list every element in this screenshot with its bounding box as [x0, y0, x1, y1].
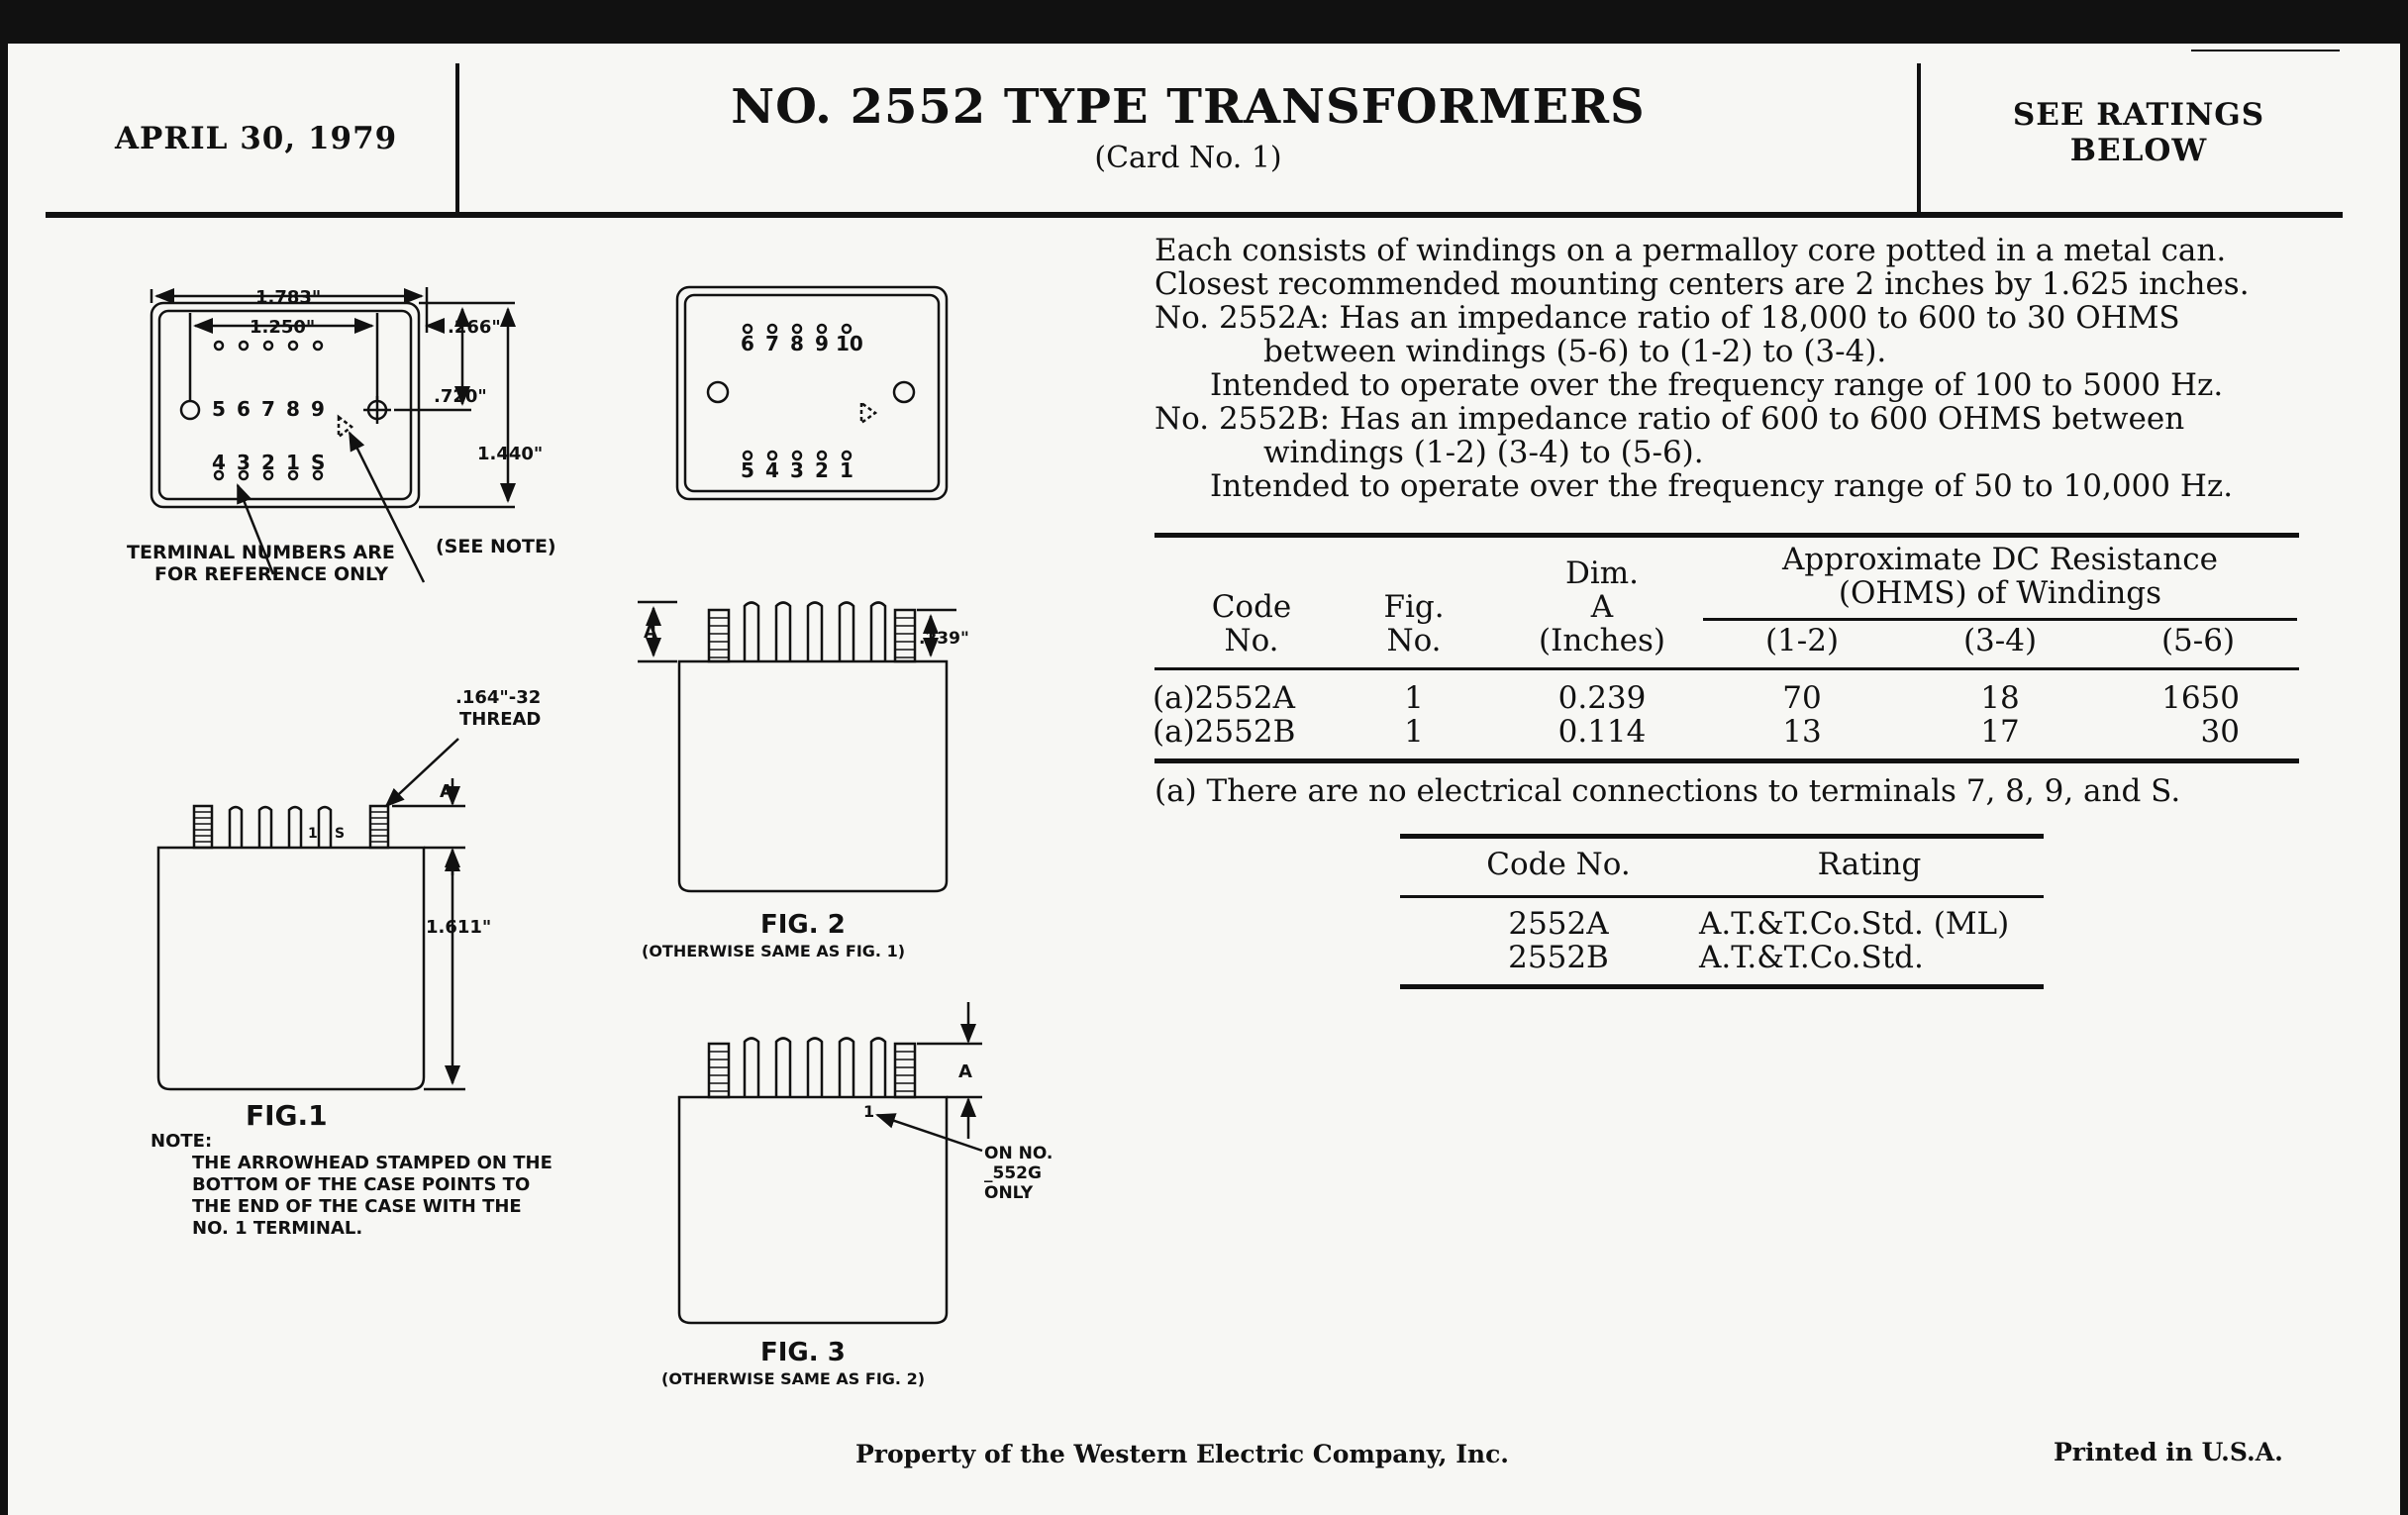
- table-row-2-r34: 17: [1980, 714, 2020, 750]
- ratings-note: [1921, 97, 2357, 168]
- fig2-subcaption: (OTHERWISE SAME AS FIG. 1): [642, 942, 906, 960]
- fig2-term-7: 7: [765, 332, 779, 355]
- fig1-side-body: [158, 848, 424, 1089]
- fig1-stud-threads: [370, 812, 388, 842]
- fig2-term-4: 4: [765, 458, 779, 482]
- note-line-3: THE END OF THE CASE WITH THE: [192, 1196, 522, 1217]
- desc-line-1: Each consists of windings on a permalloy core potted in a metal can.: [1154, 233, 2227, 268]
- fig2-pin: [776, 603, 790, 662]
- desc-line-8: Intended to operate over the frequency range of 50 to 10,000 Hz.: [1210, 468, 2234, 504]
- fig3-pin: [840, 1039, 853, 1098]
- fig1-thread-label-1: .164"-32: [455, 687, 542, 708]
- fig2-term-5: 5: [741, 458, 754, 482]
- col-code-head-2: No.: [1224, 623, 1279, 658]
- terminal-note-line-2: FOR REFERENCE ONLY: [154, 563, 388, 585]
- col-dim-head-3: (Inches): [1539, 623, 1665, 658]
- fig2-term-6: 6: [741, 332, 754, 355]
- note-line-1: THE ARROWHEAD STAMPED ON THE: [192, 1153, 552, 1173]
- ratings-line-1: SEE RATINGS: [2012, 97, 2265, 133]
- fig1-term-dot: [314, 342, 322, 350]
- fig2-term-8: 8: [790, 332, 804, 355]
- note-line-2: BOTTOM OF THE CASE POINTS TO: [192, 1174, 531, 1195]
- table-row-1-r56: 1650: [2161, 680, 2240, 716]
- fig2-mount-hole-right: [894, 382, 914, 402]
- fig1-term-dot: [264, 342, 272, 350]
- rating-row-2-code: 2552B: [1508, 940, 1609, 975]
- rating-head-rule: [1400, 895, 2044, 898]
- col-dim-head-1: Dim.: [1564, 556, 1640, 591]
- rating-top-rule: [1400, 834, 2044, 839]
- fig1-dim-1611-label: 1.611": [426, 917, 492, 938]
- fig1-pin: [230, 807, 242, 848]
- fig3-callout-1: ON NO.: [984, 1144, 1054, 1163]
- fig3-pin: [808, 1039, 822, 1098]
- col-fig-head-2: No.: [1386, 623, 1442, 658]
- fig1-side-term-s: S: [335, 826, 346, 842]
- group-head-1: Approximate DC Resistance: [1782, 542, 2218, 577]
- fig1-term-1: 1: [286, 451, 300, 474]
- sub-head-3: (5-6): [2160, 623, 2236, 658]
- fig2-top-view: [677, 287, 947, 499]
- fig1-term-4: 4: [212, 451, 226, 474]
- ratings-line-2: BELOW: [2069, 133, 2208, 168]
- fig3-pin: [745, 1039, 758, 1098]
- desc-line-6: No. 2552B: Has an impedance ratio of 600 to 600 OHMS between: [1154, 401, 2185, 437]
- desc-line-3: No. 2552A: Has an impedance ratio of 18,000 to 600 to 30 OHMS: [1154, 300, 2180, 336]
- drawings: [8, 44, 1147, 1430]
- fig2-term-9: 9: [815, 332, 829, 355]
- date-label: APRIL 30, 1979: [115, 121, 398, 156]
- fig1-dim-1783-label: 1.783": [255, 287, 322, 308]
- fig2-pin: [840, 603, 853, 662]
- fig2-dim-a-label: A: [644, 622, 657, 643]
- col-dim-head-2: A: [1590, 589, 1614, 625]
- terminal-note-line-1: TERMINAL NUMBERS ARE: [127, 542, 395, 563]
- corner-rule: [2191, 50, 2340, 51]
- table-footnote: (a) There are no electrical connections to terminals 7, 8, 9, and S.: [1154, 773, 2181, 809]
- fig2-pin: [808, 603, 822, 662]
- fig2-stud-threads: [895, 618, 915, 657]
- fig2-pin: [745, 603, 758, 662]
- fig1-thread-label-2: THREAD: [459, 709, 542, 730]
- fig1-dim-720-label: .720": [434, 386, 487, 407]
- sub-head-1: (1-2): [1764, 623, 1840, 658]
- group-head-2: (OHMS) of Windings: [1838, 575, 2162, 611]
- fig2-term-3: 3: [790, 458, 804, 482]
- fig2-term-1: 1: [840, 458, 853, 482]
- page-title: NO. 2552 TYPE TRANSFORMERS: [731, 79, 1646, 135]
- col-code-head-1: Code: [1211, 589, 1292, 625]
- note-line-4: NO. 1 TERMINAL.: [192, 1218, 363, 1239]
- fig1-pin: [289, 807, 301, 848]
- fig3-side-body: [679, 1097, 947, 1323]
- fig1-stud-threads: [194, 812, 212, 842]
- fig2-stud-threads: [709, 618, 729, 657]
- fig1-term-s: S: [311, 451, 326, 474]
- fig3-caption: FIG. 3: [760, 1338, 846, 1367]
- rating-row-1-rating: A.T.&T.Co.Std. (ML): [1699, 906, 2010, 942]
- fig1-term-6: 6: [237, 397, 251, 421]
- rating-bottom-rule: [1400, 984, 2044, 989]
- page-subtitle: (Card No. 1): [1094, 141, 1282, 175]
- fig2-pin: [871, 603, 885, 662]
- fig2-side-body: [679, 661, 947, 891]
- fig1-side-view: [158, 739, 465, 1089]
- data-card: [8, 44, 2400, 1515]
- fig1-side-term-1: 1: [308, 826, 318, 842]
- fig1-mount-hole-left: [181, 401, 199, 419]
- table-row-2-fig: 1: [1404, 714, 1424, 750]
- fig3-stud-threads: [895, 1052, 915, 1091]
- fig3-pin: [871, 1039, 885, 1098]
- fig1-dim-a-label: A: [440, 781, 453, 802]
- rating-col-code: Code No.: [1486, 847, 1631, 882]
- fig2-case-outer: [677, 287, 947, 499]
- fig1-term-5: 5: [212, 397, 226, 421]
- fig3-side-view: [679, 1002, 982, 1323]
- fig1-term-dot: [289, 342, 297, 350]
- table-row-1-code: (a)2552A: [1153, 680, 1295, 716]
- table-bottom-rule: [1154, 758, 2299, 763]
- fig1-term-7: 7: [261, 397, 275, 421]
- table-top-rule: [1154, 533, 2299, 538]
- fig1-term-dot: [215, 342, 223, 350]
- table-row-2-dim: 0.114: [1557, 714, 1647, 750]
- table-row-1-fig: 1: [1404, 680, 1424, 716]
- desc-line-2: Closest recommended mounting centers are 2 inches by 1.625 inches.: [1154, 266, 2250, 302]
- fig3-dim-a-label: A: [958, 1061, 972, 1082]
- footer-printed: Printed in U.S.A.: [2054, 1438, 2283, 1466]
- table-row-2-r12: 13: [1782, 714, 1822, 750]
- group-rule: [1703, 618, 2297, 621]
- fig3-callout-leader: [877, 1115, 982, 1151]
- rating-row-2-rating: A.T.&T.Co.Std.: [1699, 940, 1924, 975]
- table-row-1-dim: 0.239: [1557, 680, 1647, 716]
- fig3-pin: [776, 1039, 790, 1098]
- table-row-1-r34: 18: [1980, 680, 2020, 716]
- fig1-term-9: 9: [311, 397, 325, 421]
- note-label: NOTE:: [150, 1131, 213, 1152]
- fig3-term-1: 1: [863, 1102, 875, 1121]
- table-row-1-r12: 70: [1782, 680, 1822, 716]
- fig2-case-inner: [685, 295, 939, 491]
- desc-line-4: between windings (5-6) to (1-2) to (3-4).: [1263, 334, 1887, 369]
- desc-line-5: Intended to operate over the frequency range of 100 to 5000 Hz.: [1210, 367, 2224, 403]
- footer-property: Property of the Western Electric Company, Inc.: [855, 1440, 1510, 1468]
- fig2-arrowhead-mark: [861, 403, 875, 423]
- desc-line-7: windings (1-2) (3-4) to (5-6).: [1263, 435, 1704, 470]
- fig3-stud-threads: [709, 1052, 729, 1091]
- fig1-pin: [319, 807, 331, 848]
- fig1-term-8: 8: [286, 397, 300, 421]
- fig2-term-10: 10: [836, 332, 863, 355]
- rating-row-1-code: 2552A: [1508, 906, 1609, 942]
- fig3-subcaption: (OTHERWISE SAME AS FIG. 2): [661, 1369, 926, 1388]
- fig3-callout-3: ONLY: [984, 1183, 1034, 1203]
- fig1-dim-266-label: .266": [448, 317, 501, 338]
- sub-head-2: (3-4): [1962, 623, 2038, 658]
- fig1-caption: FIG.1: [246, 1099, 328, 1132]
- fig2-term-2: 2: [815, 458, 829, 482]
- fig1-term-3: 3: [237, 451, 251, 474]
- fig1-pin: [259, 807, 271, 848]
- fig1-term-2: 2: [261, 451, 275, 474]
- fig2-caption: FIG. 2: [760, 910, 846, 940]
- rating-col-rating: Rating: [1817, 847, 1922, 882]
- table-row-2-code: (a)2552B: [1153, 714, 1296, 750]
- fig1-dim-1250-label: 1.250": [250, 317, 316, 338]
- fig2-side-view: [638, 602, 956, 891]
- fig1-term-dot: [240, 342, 248, 350]
- col-fig-head-1: Fig.: [1383, 589, 1445, 625]
- fig2-dim-239-label: .239": [919, 629, 969, 649]
- table-row-2-r56: 30: [2200, 714, 2240, 750]
- fig1-dim-1440-label: 1.440": [477, 444, 544, 464]
- see-note-label: (SEE NOTE): [436, 536, 556, 557]
- fig2-mount-hole-left: [708, 382, 728, 402]
- fig3-callout-2: _552G: [984, 1163, 1042, 1183]
- head-rule: [1154, 667, 2299, 670]
